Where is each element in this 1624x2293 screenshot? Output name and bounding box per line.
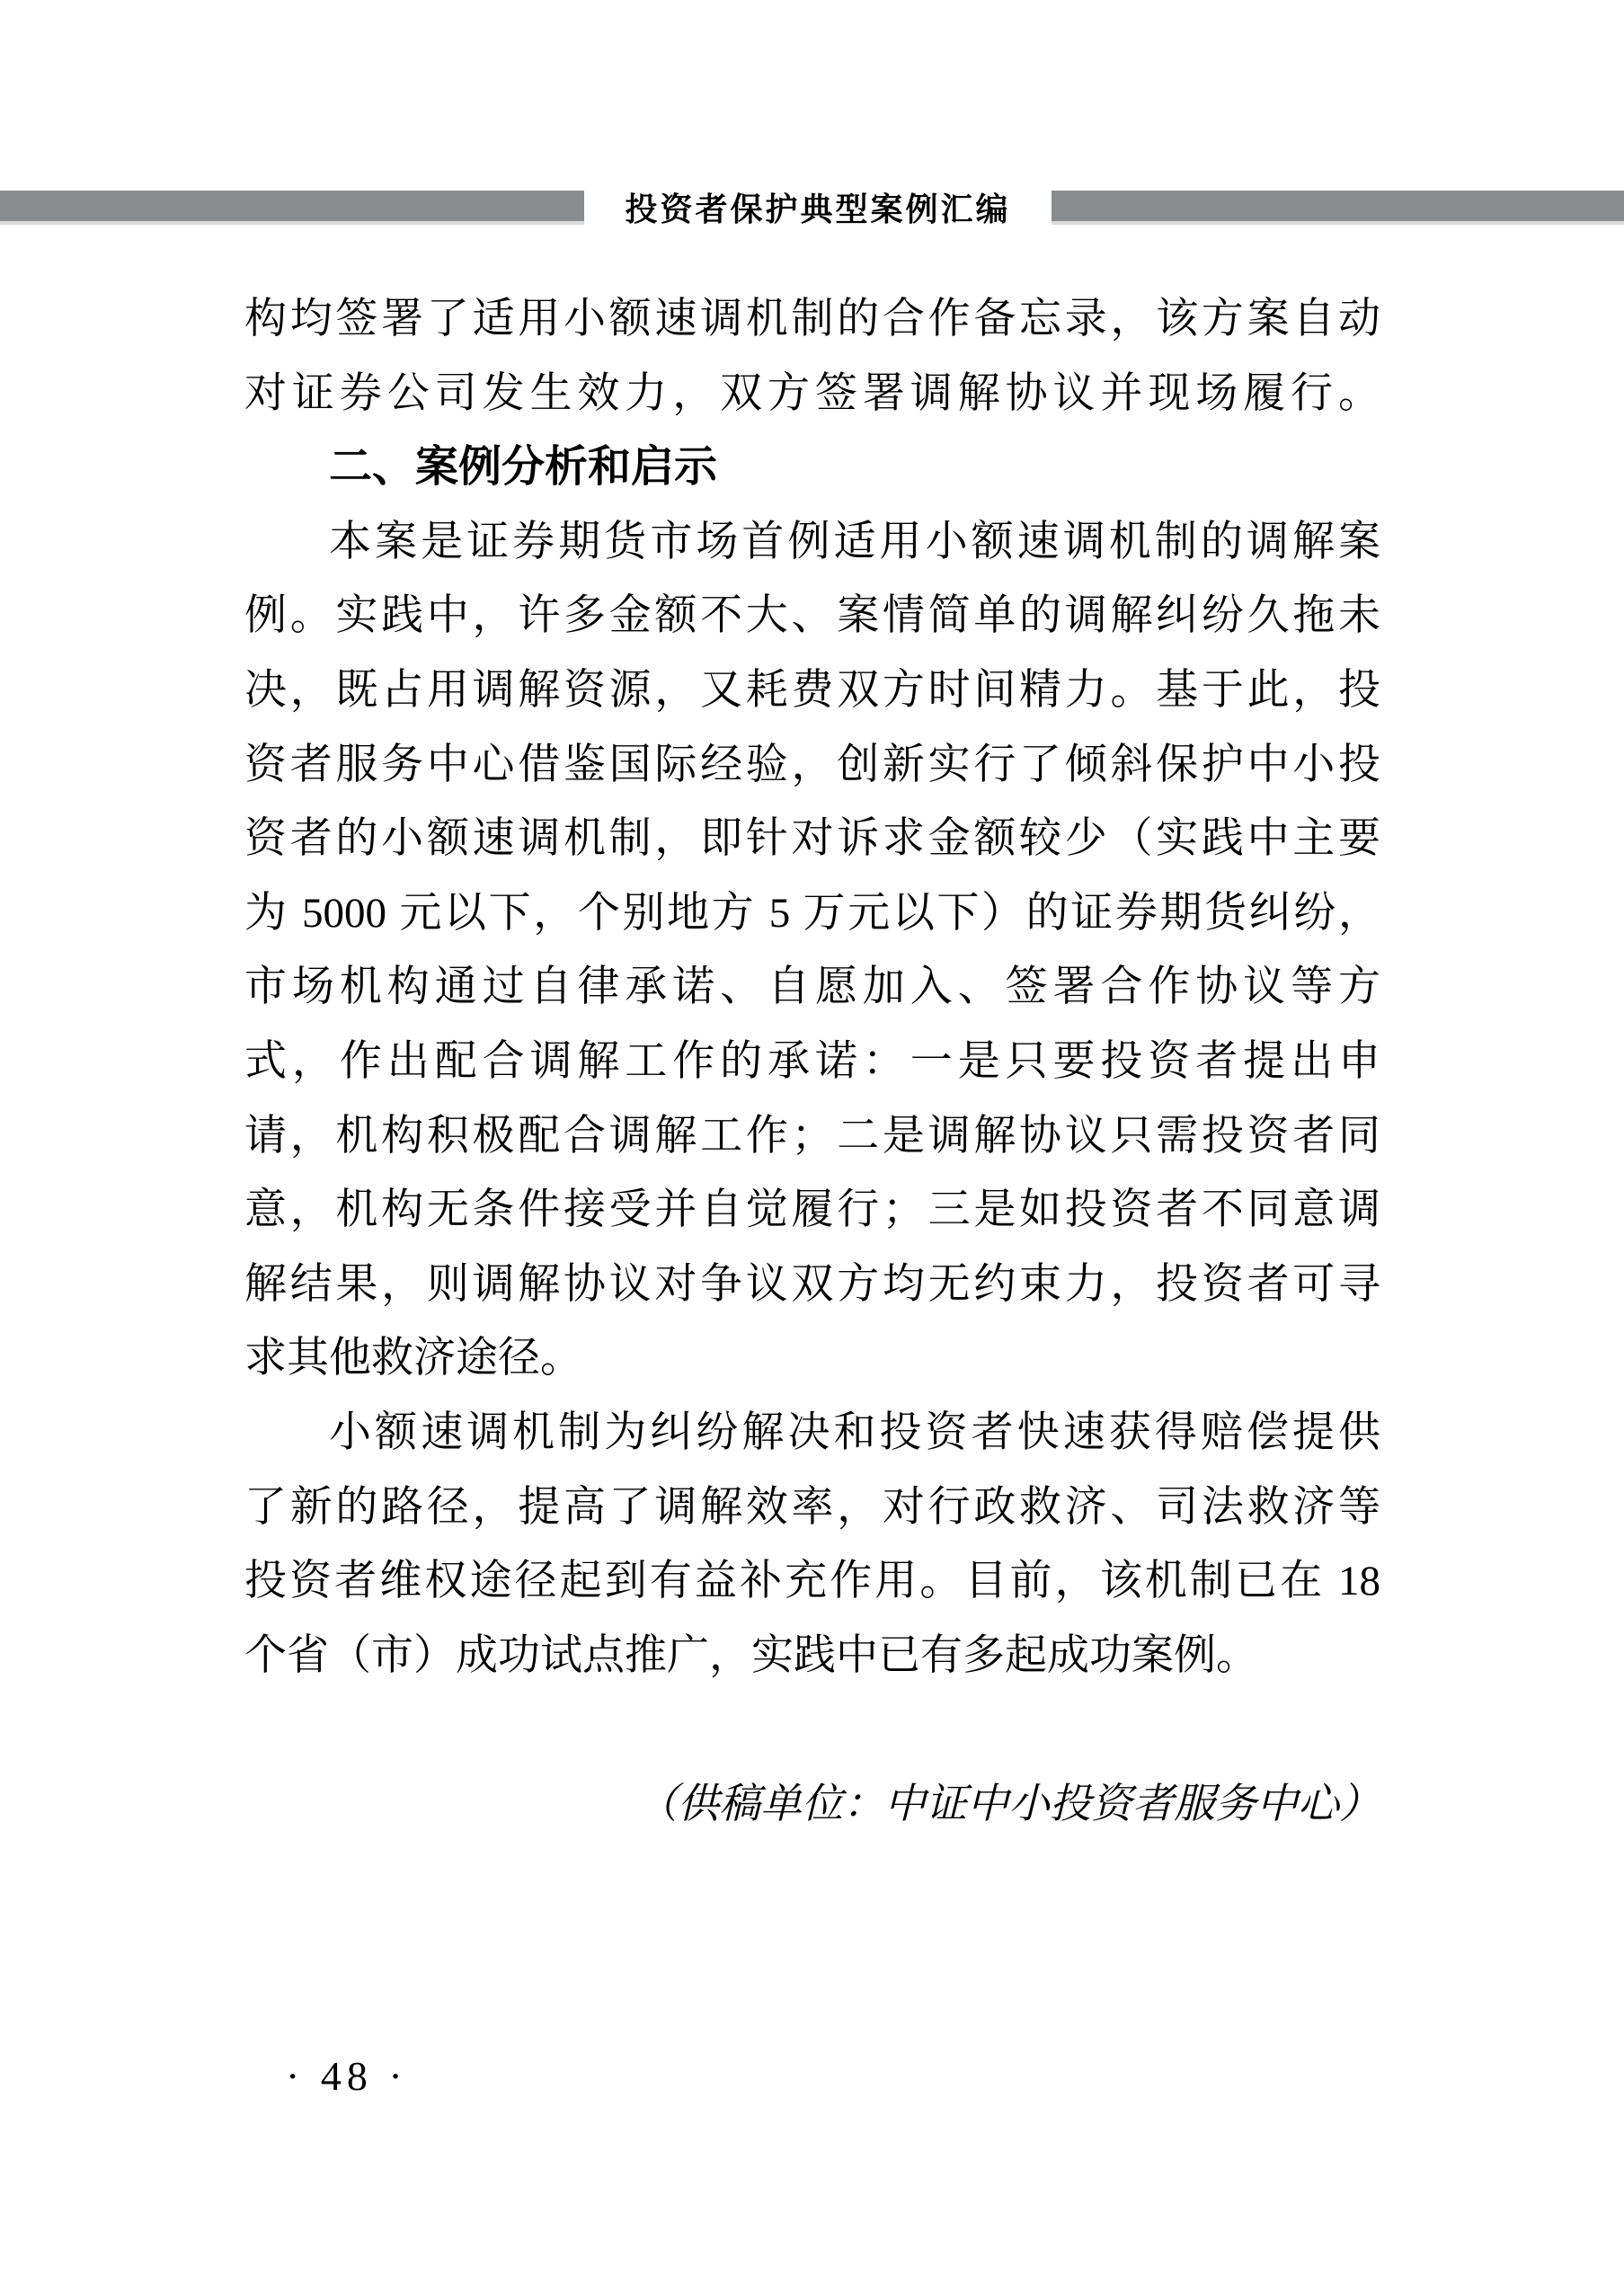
text-line: 决，既占用调解资源，又耗费双方时间精力。基于此，投 [244, 666, 1380, 714]
text-line: 个省（市）成功试点推广，实践中已有多起成功案例。 [244, 1631, 1258, 1679]
text-line: 求其他救济途径。 [244, 1335, 582, 1382]
text-line: 资者服务中心借鉴国际经验，创新实行了倾斜保护中小投 [244, 741, 1380, 788]
text-line: 意，机构无条件接受并自觉履行；三是如投资者不同意调 [244, 1186, 1380, 1234]
text-line: 资者的小额速调机制，即针对诉求金额较少（实践中主要 [244, 815, 1380, 863]
text-line: 对证券公司发生效力，双方签署调解协议并现场履行。 [244, 369, 1380, 417]
text-line: 小额速调机制为纠纷解决和投资者快速获得赔偿提供 [329, 1409, 1380, 1456]
attribution-line: （供稿单位：中证中小投资者服务中心） [636, 1780, 1380, 1826]
section-heading: 二、案例分析和启示 [329, 443, 718, 492]
text-line: 例。实践中，许多金额不大、案情简单的调解纠纷久拖未 [244, 592, 1380, 640]
text-line: 了新的路径，提高了调解效率，对行政救济、司法救济等 [244, 1483, 1380, 1531]
text-line: 市场机构通过自律承诺、自愿加入、签署合作协议等方 [244, 964, 1380, 1011]
running-head-title: 投资者保护典型案例汇编 [625, 190, 1011, 227]
header-rule-right [1052, 191, 1624, 225]
header-rule-left [0, 191, 584, 225]
text-line: 为 5000 元以下，个别地方 5 万元以下）的证券期货纠纷， [244, 889, 1380, 937]
text-line: 本案是证券期货市场首例适用小额速调机制的调解案 [329, 518, 1380, 565]
text-line: 解结果，则调解协议对争议双方均无约束力，投资者可寻 [244, 1260, 1380, 1308]
body-text [244, 282, 1380, 1841]
text-line: 构均签署了适用小额速调机制的合作备忘录，该方案自动 [244, 296, 1380, 342]
page-number: · 48 · [286, 2053, 408, 2099]
text-line: 请，机构积极配合调解工作；二是调解协议只需投资者同 [244, 1112, 1380, 1160]
text-line: 式，作出配合调解工作的承诺：一是只要投资者提出申 [244, 1037, 1380, 1085]
blank-line [244, 1693, 1380, 1767]
text-line: 投资者维权途径起到有益补充作用。目前，该机制已在 18 [244, 1558, 1380, 1605]
